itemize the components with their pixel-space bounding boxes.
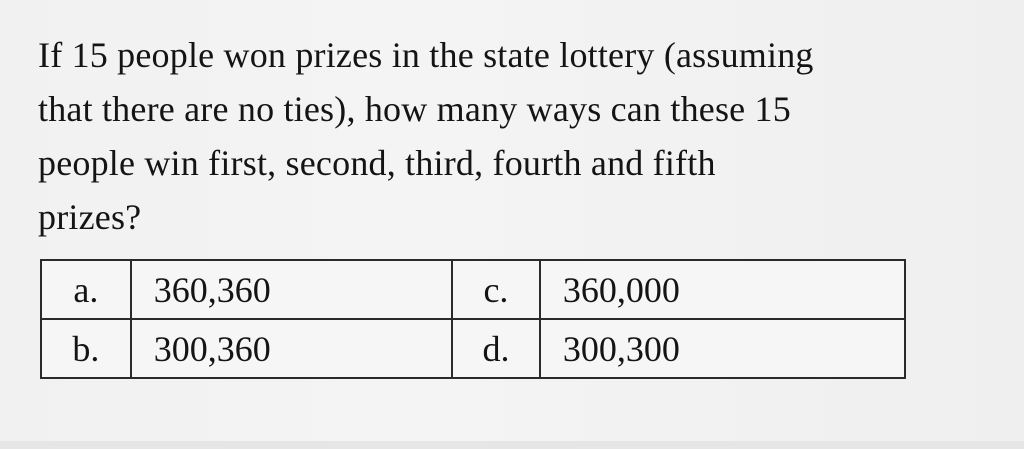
choice-c-value[interactable]: 360,000 [540, 260, 905, 319]
choice-c-letter[interactable]: c. [452, 260, 540, 319]
question-line-4: prizes? [38, 197, 142, 237]
question-line-1: If 15 people won prizes in the state lottery (assuming [38, 35, 814, 75]
choice-b-letter[interactable]: b. [41, 319, 131, 378]
choice-a-letter[interactable]: a. [41, 260, 131, 319]
choice-d-value[interactable]: 300,300 [540, 319, 905, 378]
answer-row [41, 319, 905, 378]
question-line-3: people win first, second, third, fourth and fifth [38, 143, 716, 183]
bottom-divider [0, 441, 1024, 449]
choice-d-letter[interactable]: d. [452, 319, 540, 378]
answer-choices-table [40, 259, 906, 379]
question-text [38, 28, 938, 244]
answer-row [41, 260, 905, 319]
choice-a-value[interactable]: 360,360 [131, 260, 452, 319]
choice-b-value[interactable]: 300,360 [131, 319, 452, 378]
question-line-2: that there are no ties), how many ways can these 15 [38, 89, 791, 129]
